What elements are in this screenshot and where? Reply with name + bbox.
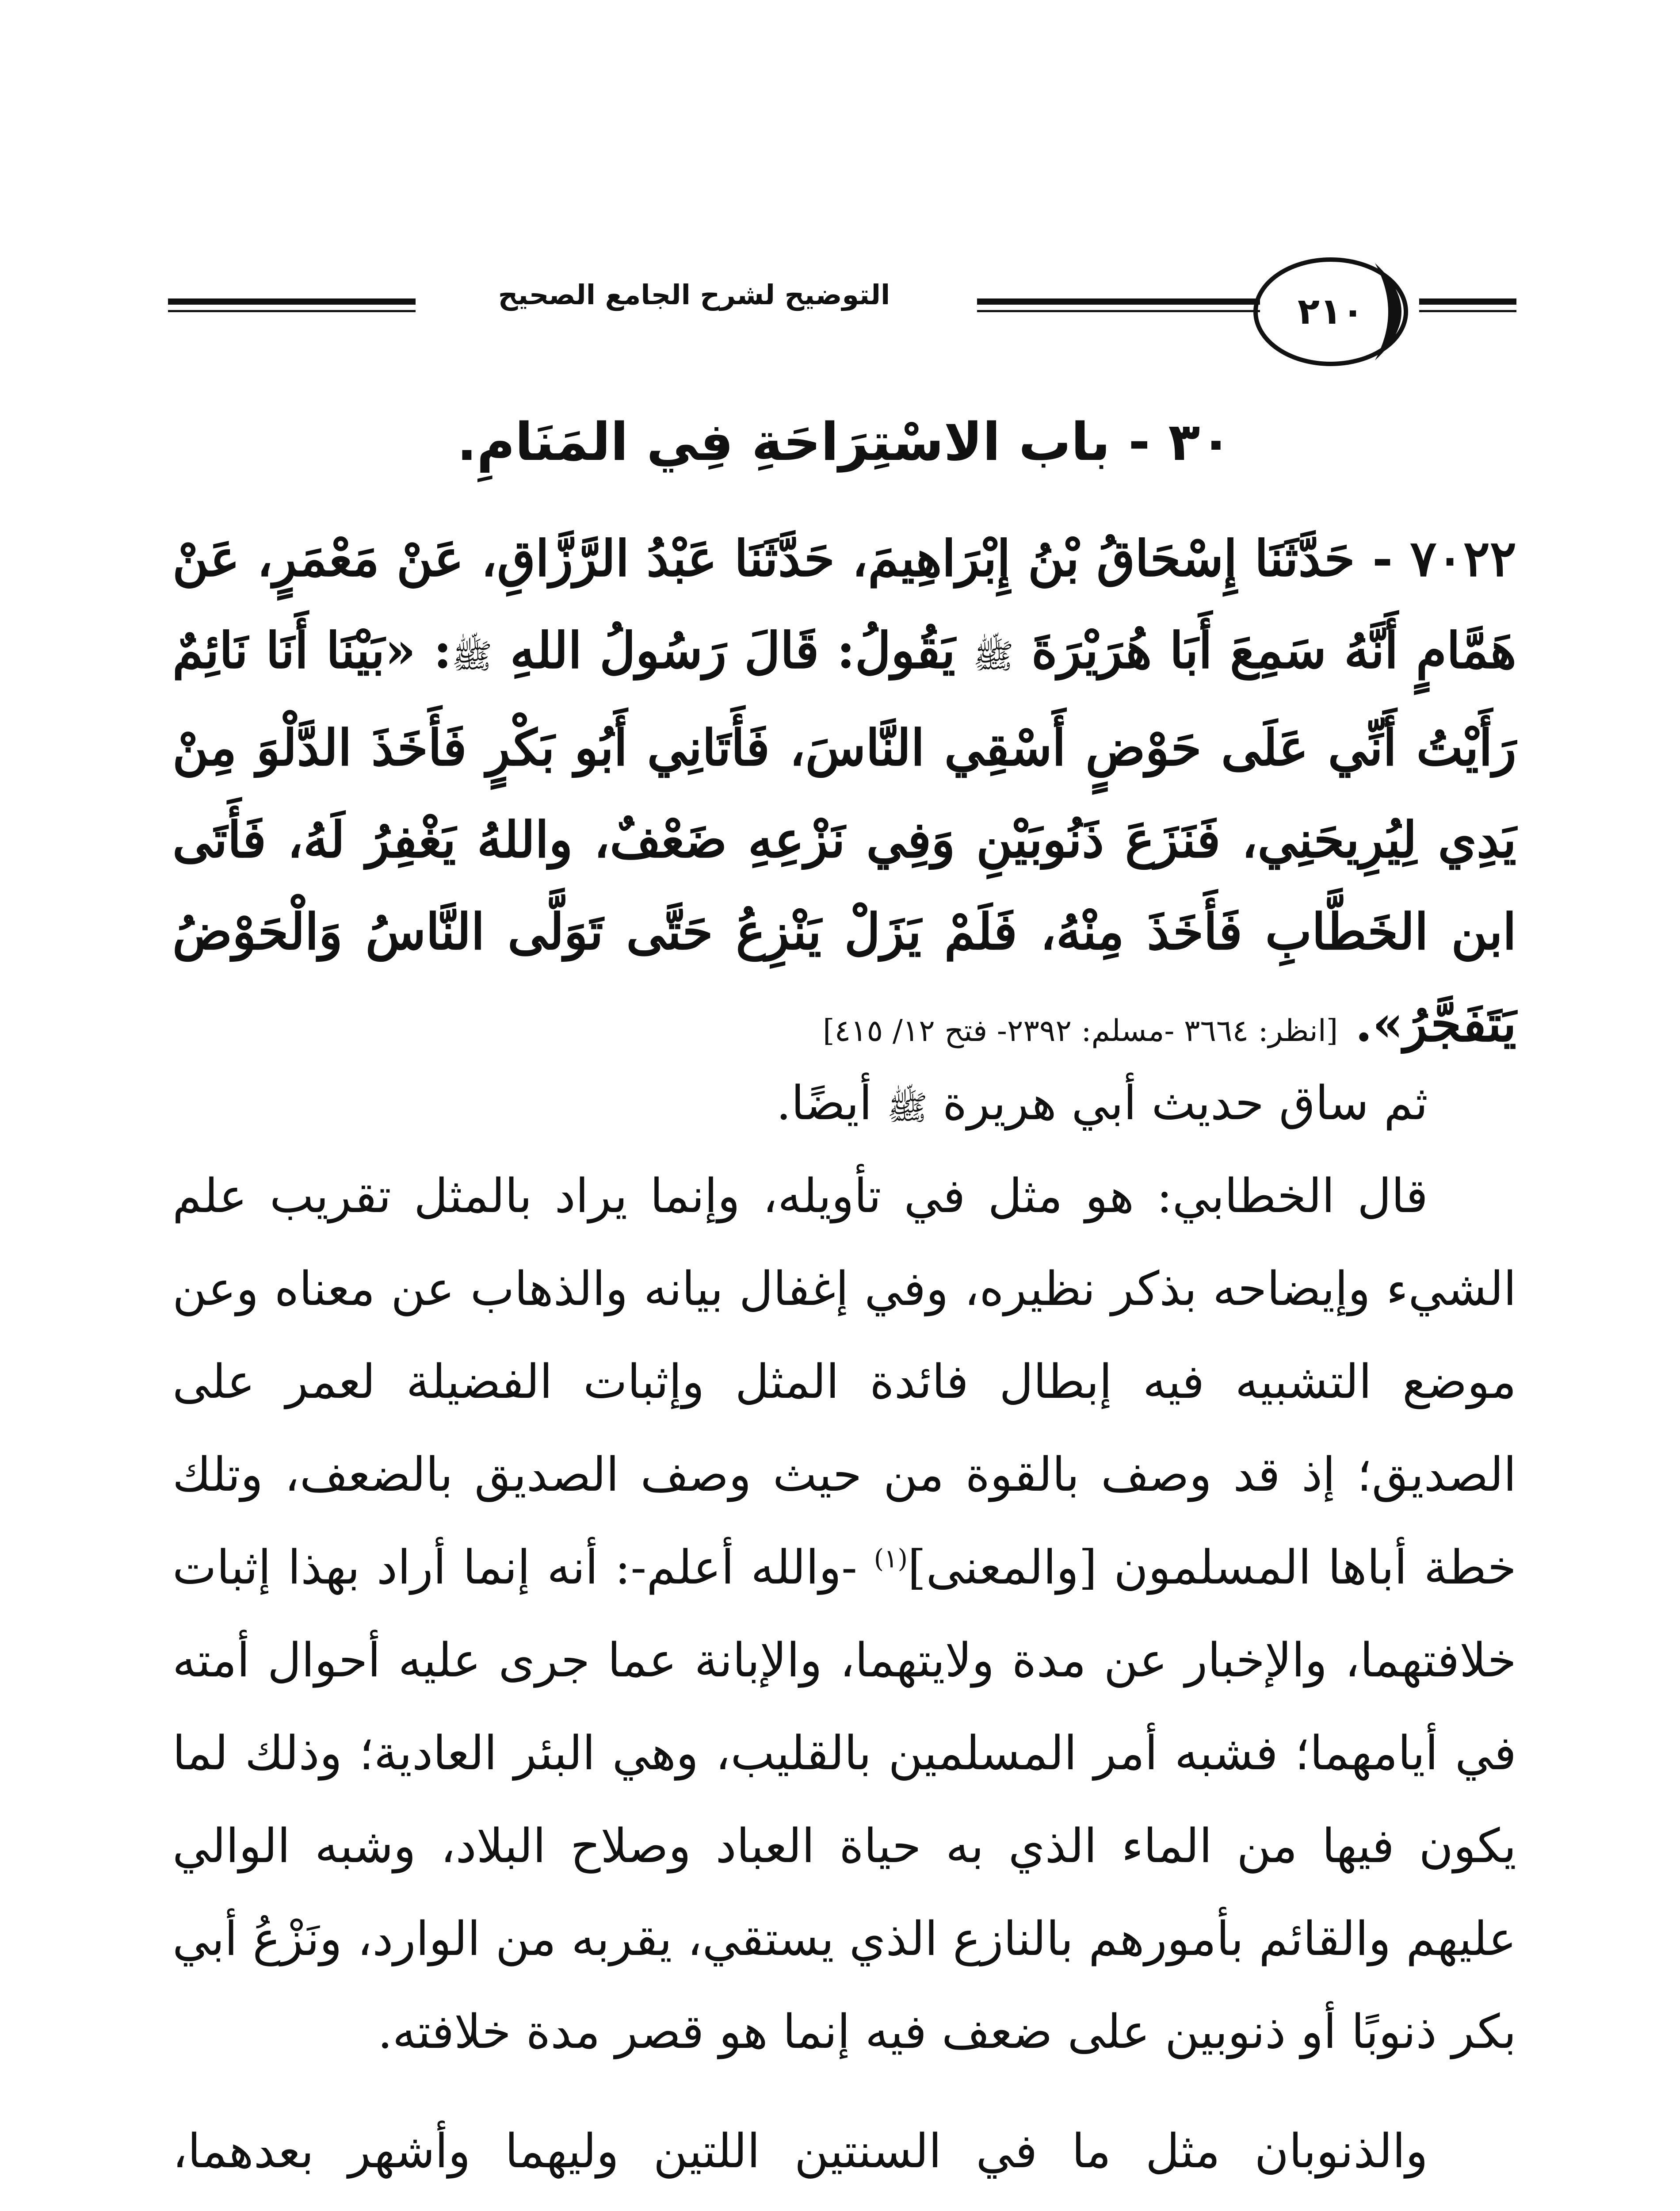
continued-text: والذنوبان مثل ما في السنتين اللتين وليهما وأشهر بعدهما، (172, 2124, 1428, 2178)
honorific-mark: ﷺ (887, 1088, 928, 1127)
chapter-title: ٣٠ - باب الاسْتِرَاحَةِ فِي المَنَامِ. (457, 411, 1232, 472)
hadith-chain: ٧٠٢٢ - حَدَّثَنَا إِسْحَاقُ بْنُ إِبْرَاهِيمَ، حَدَّثَنَا عَبْدُ الرَّزَّاقِ، عَنْ مَعْمَرٍ، عَنْ هَمَّامٍ أَنَّهُ سَمِعَ أَبَا هُرَيْرَةَ (172, 530, 1516, 680)
honorific-mark: ﷺ (451, 636, 493, 676)
commentary-part-2: -والله أعلم-: أنه إنما أراد بهذا إثبات خلافتهما، والإخبار عن مدة ولايتهما، والإبانة عما جرى عليه أحوال أمته في أيامهما؛ فشبه أمر المسلمين بالقليب، وهي البئر العادية؛ وذلك لما يكون فيها من الماء الذي به حياة العباد وصلاح البلاد، وشبه الوالي عليهم والقائم بأمورهم بالنازع الذي يستقي، يقربه من الوارد، ونَزْعُ أبي بكر ذنوبًا أو ذنوبين على ضعف فيه إنما هو قصر مدة خلافته. (172, 1540, 1516, 2059)
header-rule-middle (977, 298, 1260, 305)
hadith-narration-intro: يَقُولُ: قَالَ رَسُولُ اللهِ (510, 622, 955, 680)
page-number: ٢١٠ (1297, 291, 1364, 333)
intro-end: أيضًا. (776, 1076, 872, 1130)
book-title: التوضيح لشرح الجامع الصحيح (498, 279, 890, 311)
hadith-matn: : «بَيْنَا أَنَا نَائِمٌ رَأَيْتُ أَنِّي عَلَى حَوْضٍ أَسْقِي النَّاسَ، فَأَتَانِي أَبُو بَكْرٍ فَأَخَذَ الدَّلْوَ مِنْ يَدِي لِيُرِيحَنِي، فَنَزَعَ ذَنُوبَيْنِ وَفِي نَزْعِهِ ضَعْفٌ، واللهُ يَغْفِرُ لَهُ، فَأَتَى ابن الخَطَّابِ فَأَخَذَ مِنْهُ، فَلَمْ يَزَلْ يَنْزِعُ حَتَّى تَوَلَّى النَّاسُ وَالْحَوْضُ يَتَفَجَّرُ». (172, 622, 1517, 1053)
page-number-ornament (1242, 248, 1419, 376)
honorific-mark: ﷺ (973, 636, 1014, 676)
paragraph-continued (172, 2105, 1516, 2211)
footnote-reference[interactable]: (١) (874, 1543, 908, 1574)
header-rule-left (168, 298, 416, 305)
hadith-text (172, 513, 1516, 1077)
paragraph-commentary (172, 1150, 1516, 2078)
commentary-part-1: قال الخطابي: هو مثل في تأويله، وإنما يراد بالمثل تقريب علم الشيء وإيضاحه بذكر نظيره، وفي إغفال بيانه والذهاب عن معناه وعن موضع التشبيه فيه إبطال فائدة المثل وإثبات الفضيلة لعمر على الصديق؛ إذ قد وصف بالقوة من حيث وصف الصديق بالضعف، وتلك خطة أباها المسلمون [والمعنى] (172, 1169, 1516, 1595)
header-rule-right (1419, 298, 1516, 305)
running-header (168, 248, 1516, 380)
hadith-reference: [انظر: ٣٦٦٤ -مسلم: ٢٣٩٢- فتح ١٢/ ٤١٥] (823, 1014, 1338, 1048)
paragraph-intro (172, 1057, 1516, 1154)
intro-text: ثم ساق حديث أبي هريرة (942, 1076, 1428, 1130)
